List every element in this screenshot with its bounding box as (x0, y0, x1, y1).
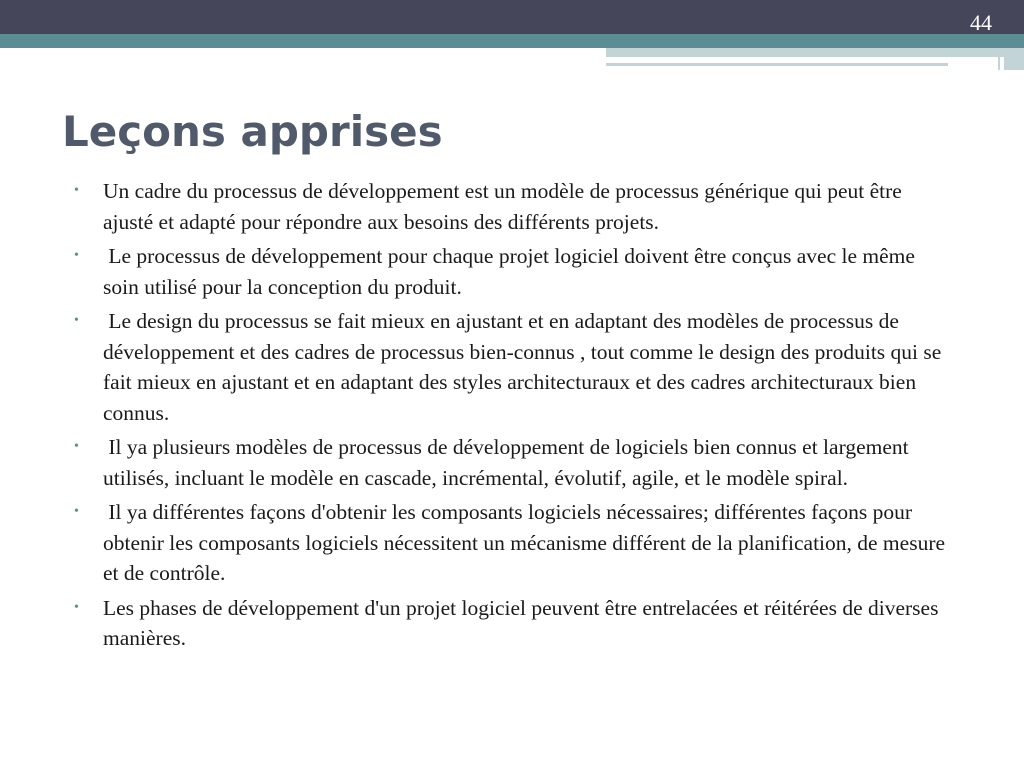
bullet-item (74, 432, 954, 493)
bullet-text: Les phases de développement d'un projet logiciel peuvent être entrelacées et réitérées de diverses manières. (103, 595, 939, 650)
bullet-dot-icon: • (74, 313, 79, 328)
header-light-line (606, 63, 948, 66)
bullet-item (74, 176, 954, 237)
slide-title: Leçons apprises (62, 107, 443, 156)
bullet-dot-icon: • (74, 439, 79, 454)
bullet-text: Il ya plusieurs modèles de processus de développement de logiciels bien connus et largement utilisés, incluant le modèle en cascade, incrémental, évolutif, agile, et le modèle spiral. (103, 435, 909, 490)
bullet-item (74, 593, 954, 654)
bullet-text: Le processus de développement pour chaque projet logiciel doivent être conçus avec le même soin utilisé pour la conception du produit. (103, 244, 915, 299)
header-bar (0, 0, 1024, 34)
bullet-dot-icon: • (74, 183, 79, 198)
bullet-dot-icon: • (74, 504, 79, 519)
bullet-item (74, 497, 954, 589)
bullet-dot-icon: • (74, 599, 79, 615)
slide-number: 44 (970, 10, 992, 35)
bullet-item (74, 241, 954, 302)
bullet-list (74, 176, 954, 658)
bullet-item (74, 306, 954, 428)
header-light-band (606, 48, 1024, 57)
header-side-line (998, 50, 1000, 70)
header-accent-band (0, 34, 1024, 48)
bullet-text: Un cadre du processus de développement est un modèle de processus générique qui peut être ajusté et adapté pour répondre aux besoins des différents projets. (103, 179, 902, 234)
bullet-dot-icon: • (74, 248, 79, 263)
bullet-text: Il ya différentes façons d'obtenir les composants logiciels nécessaires; différentes façons pour obtenir les composants logiciels nécessitent un mécanisme différent de la planification, de mesure et de contrôle. (103, 500, 946, 585)
header-side-block (1004, 48, 1024, 70)
bullet-text: Le design du processus se fait mieux en ajustant et en adaptant des modèles de processus de développement et des cadres de processus bien-connus , tout comme le design des produits qui se fait mieux en ajustant et en adaptant des styles architecturaux et des cadres architecturaux bien connus. (103, 309, 942, 425)
